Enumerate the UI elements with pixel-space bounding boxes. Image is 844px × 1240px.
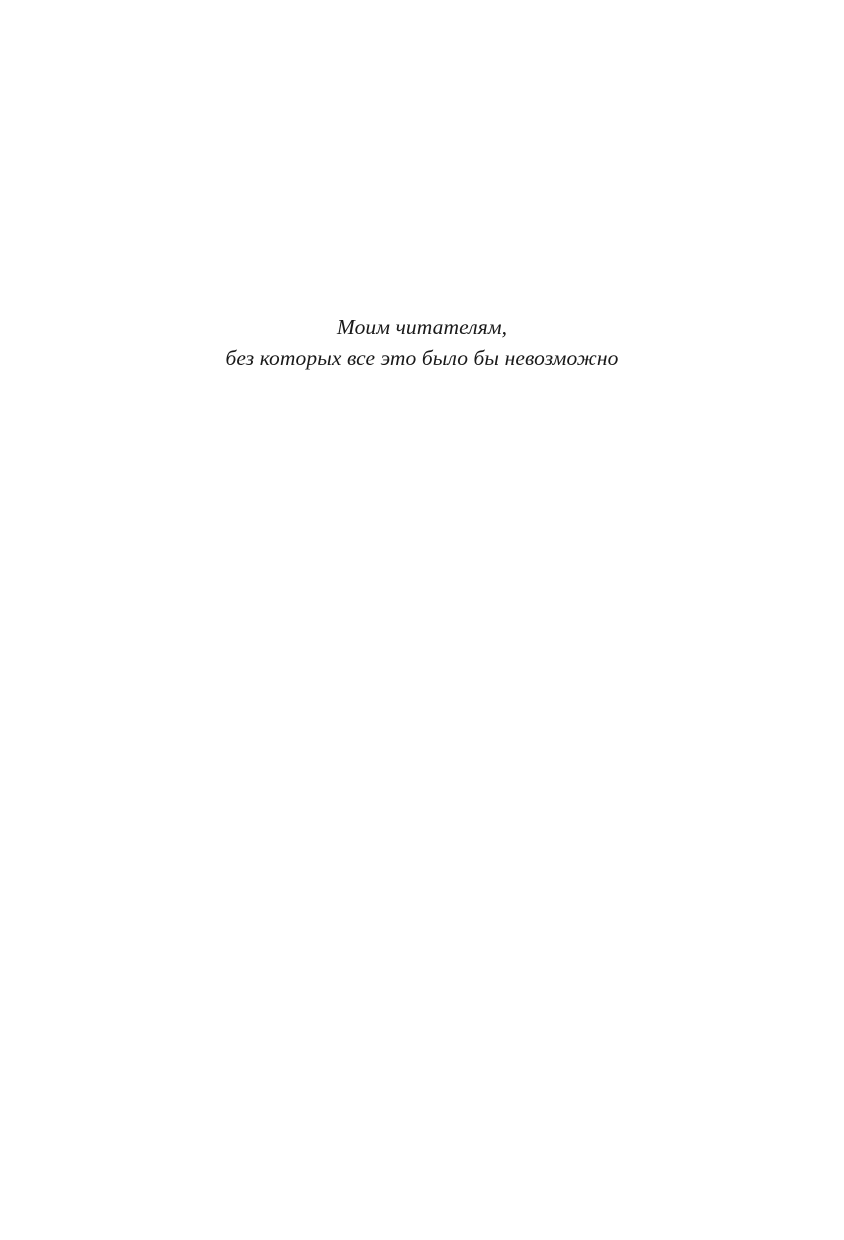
dedication-line-2: без которых все это было бы невозможно xyxy=(225,346,619,370)
dedication-line-1: Моим читателям, xyxy=(336,315,508,339)
dedication-block xyxy=(0,312,844,374)
